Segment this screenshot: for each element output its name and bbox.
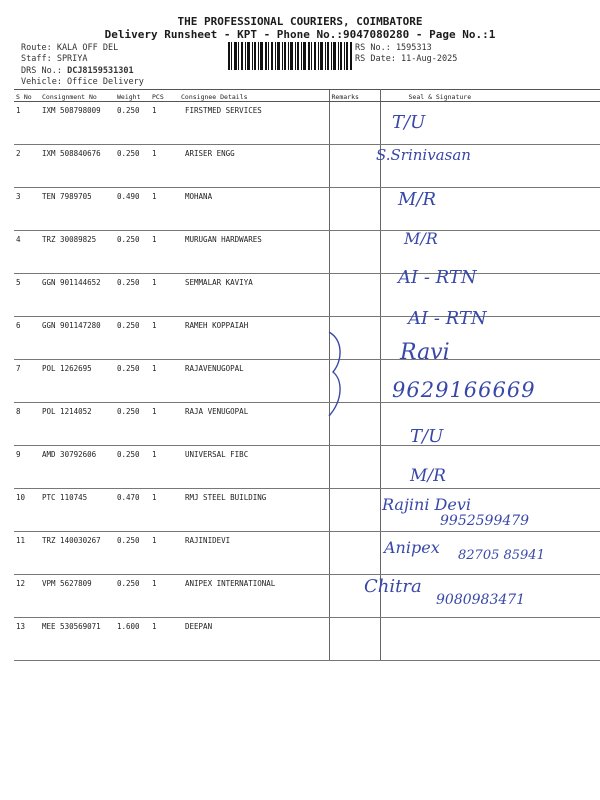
row-weight: 0.250 bbox=[115, 446, 150, 489]
row-sno: 3 bbox=[14, 188, 40, 231]
handwritten-phone-11: 9952599479 bbox=[440, 513, 530, 529]
row-consignment: TRZ 140030267 bbox=[40, 532, 115, 575]
row-weight: 0.250 bbox=[115, 274, 150, 317]
handwritten-phone-13: 9080983471 bbox=[436, 592, 526, 608]
handwritten-phone-8: 9629166669 bbox=[392, 378, 536, 402]
row-consignee: MOHANA bbox=[179, 188, 329, 231]
row-weight: 0.250 bbox=[115, 102, 150, 145]
drs-value: DCJ8159531301 bbox=[67, 66, 134, 76]
row-consignee: DEEPAN bbox=[179, 618, 329, 661]
table-row bbox=[14, 618, 600, 661]
table-row bbox=[14, 188, 600, 231]
row-remarks bbox=[329, 532, 380, 575]
company-title: THE PROFESSIONAL COURIERS, COIMBATORE bbox=[177, 15, 423, 28]
row-sno: 7 bbox=[14, 360, 40, 403]
row-weight: 0.490 bbox=[115, 188, 150, 231]
table-row bbox=[14, 274, 600, 317]
handwritten-signature-7: Ravi bbox=[400, 340, 450, 365]
row-sno: 4 bbox=[14, 231, 40, 274]
row-consignment: TEN 7989705 bbox=[40, 188, 115, 231]
row-sno: 10 bbox=[14, 489, 40, 532]
row-pcs: 1 bbox=[150, 317, 179, 360]
runsheet-table bbox=[14, 89, 600, 661]
row-pcs: 1 bbox=[150, 403, 179, 446]
handwritten-signature-13: Chitra bbox=[364, 576, 422, 597]
row-consignment: IXM 508840676 bbox=[40, 145, 115, 188]
table-row bbox=[14, 446, 600, 489]
row-consignment: POL 1262695 bbox=[40, 360, 115, 403]
row-weight: 1.600 bbox=[115, 618, 150, 661]
row-sno: 12 bbox=[14, 575, 40, 618]
row-consignee: RAJAVENUGOPAL bbox=[179, 360, 329, 403]
row-consignee: ANIPEX INTERNATIONAL bbox=[179, 575, 329, 618]
row-pcs: 1 bbox=[150, 575, 179, 618]
col-header-pcs: PCS bbox=[150, 90, 179, 102]
table-header-row bbox=[14, 90, 600, 102]
row-sno: 11 bbox=[14, 532, 40, 575]
row-consignment: PTC 110745 bbox=[40, 489, 115, 532]
row-weight: 0.250 bbox=[115, 145, 150, 188]
row-remarks bbox=[329, 145, 380, 188]
handwritten-note-3: M/R bbox=[398, 189, 437, 210]
col-header-sno: S No bbox=[14, 90, 40, 102]
col-header-weight: Weight bbox=[115, 90, 150, 102]
row-sno: 8 bbox=[14, 403, 40, 446]
row-sno: 13 bbox=[14, 618, 40, 661]
row-consignee: RAMEH KOPPAIAH bbox=[179, 317, 329, 360]
route-label: Route: KALA OFF DEL bbox=[21, 43, 119, 53]
row-pcs: 1 bbox=[150, 274, 179, 317]
row-consignee: MURUGAN HARDWARES bbox=[179, 231, 329, 274]
row-signature bbox=[380, 618, 600, 661]
col-header-signature: Seal & Signature bbox=[380, 90, 600, 102]
row-consignee: UNIVERSAL FIBC bbox=[179, 446, 329, 489]
handwritten-note-9: T/U bbox=[410, 426, 444, 447]
row-consignee: RMJ STEEL BUILDING bbox=[179, 489, 329, 532]
handwritten-brace-mark bbox=[325, 330, 349, 420]
table-row bbox=[14, 403, 600, 446]
handwritten-note-6: AI - RTN bbox=[408, 308, 487, 329]
handwritten-phone-12: 82705 85941 bbox=[458, 548, 545, 563]
row-weight: 0.250 bbox=[115, 360, 150, 403]
row-remarks bbox=[329, 188, 380, 231]
row-remarks bbox=[329, 489, 380, 532]
handwritten-signature-12: Anipex bbox=[384, 538, 440, 557]
row-sno: 1 bbox=[14, 102, 40, 145]
row-sno: 6 bbox=[14, 317, 40, 360]
table-row bbox=[14, 102, 600, 145]
drs-label: DRS No.: bbox=[21, 66, 62, 76]
row-sno: 5 bbox=[14, 274, 40, 317]
row-pcs: 1 bbox=[150, 489, 179, 532]
row-consignment: VPM 5627809 bbox=[40, 575, 115, 618]
rs-date: RS Date: 11-Aug-2025 bbox=[355, 54, 458, 64]
staff-label: Staff: SPRIYA bbox=[21, 54, 88, 64]
table-row bbox=[14, 317, 600, 360]
vehicle-label: Vehicle: Office Delivery bbox=[21, 77, 144, 87]
row-remarks bbox=[329, 618, 380, 661]
row-pcs: 1 bbox=[150, 446, 179, 489]
row-consignee: FIRSTMED SERVICES bbox=[179, 102, 329, 145]
handwritten-note-1: T/U bbox=[392, 112, 426, 133]
row-consignee: ARISER ENGG bbox=[179, 145, 329, 188]
rs-number: RS No.: 1595313 bbox=[355, 43, 432, 53]
row-remarks bbox=[329, 102, 380, 145]
row-consignment: MEE 530569071 bbox=[40, 618, 115, 661]
handwritten-note-5: AI - RTN bbox=[398, 267, 477, 288]
row-consignment: TRZ 30089825 bbox=[40, 231, 115, 274]
row-pcs: 1 bbox=[150, 532, 179, 575]
row-weight: 0.250 bbox=[115, 231, 150, 274]
table-row bbox=[14, 145, 600, 188]
row-remarks bbox=[329, 274, 380, 317]
table-row bbox=[14, 231, 600, 274]
row-pcs: 1 bbox=[150, 231, 179, 274]
row-pcs: 1 bbox=[150, 102, 179, 145]
col-header-consignment: Consignment No bbox=[40, 90, 115, 102]
row-consignment: IXM 508798009 bbox=[40, 102, 115, 145]
row-consignment: GGN 901144652 bbox=[40, 274, 115, 317]
col-header-remarks: Remarks bbox=[329, 90, 380, 102]
row-consignment: GGN 901147280 bbox=[40, 317, 115, 360]
runsheet-title: Delivery Runsheet - KPT - Phone No.:9047080280 - Page No.:1 bbox=[104, 28, 496, 41]
handwritten-note-4: M/R bbox=[404, 229, 438, 248]
handwritten-signature-2: S.Srinivasan bbox=[376, 146, 471, 164]
handwritten-note-10: M/R bbox=[410, 466, 446, 486]
row-consignee: SEMMALAR KAVIYA bbox=[179, 274, 329, 317]
drs-number bbox=[21, 66, 134, 76]
barcode bbox=[228, 42, 352, 70]
row-weight: 0.250 bbox=[115, 575, 150, 618]
row-consignee: RAJINIDEVI bbox=[179, 532, 329, 575]
row-weight: 0.250 bbox=[115, 532, 150, 575]
row-pcs: 1 bbox=[150, 188, 179, 231]
row-remarks bbox=[329, 231, 380, 274]
col-header-consignee: Consignee Details bbox=[179, 90, 329, 102]
handwritten-signature-11: Rajini Devi bbox=[382, 495, 471, 514]
row-remarks bbox=[329, 446, 380, 489]
row-weight: 0.250 bbox=[115, 317, 150, 360]
row-sno: 9 bbox=[14, 446, 40, 489]
row-pcs: 1 bbox=[150, 618, 179, 661]
row-pcs: 1 bbox=[150, 360, 179, 403]
row-pcs: 1 bbox=[150, 145, 179, 188]
row-consignment: POL 1214052 bbox=[40, 403, 115, 446]
row-weight: 0.470 bbox=[115, 489, 150, 532]
row-weight: 0.250 bbox=[115, 403, 150, 446]
row-sno: 2 bbox=[14, 145, 40, 188]
row-consignment: AMD 30792606 bbox=[40, 446, 115, 489]
row-consignee: RAJA VENUGOPAL bbox=[179, 403, 329, 446]
